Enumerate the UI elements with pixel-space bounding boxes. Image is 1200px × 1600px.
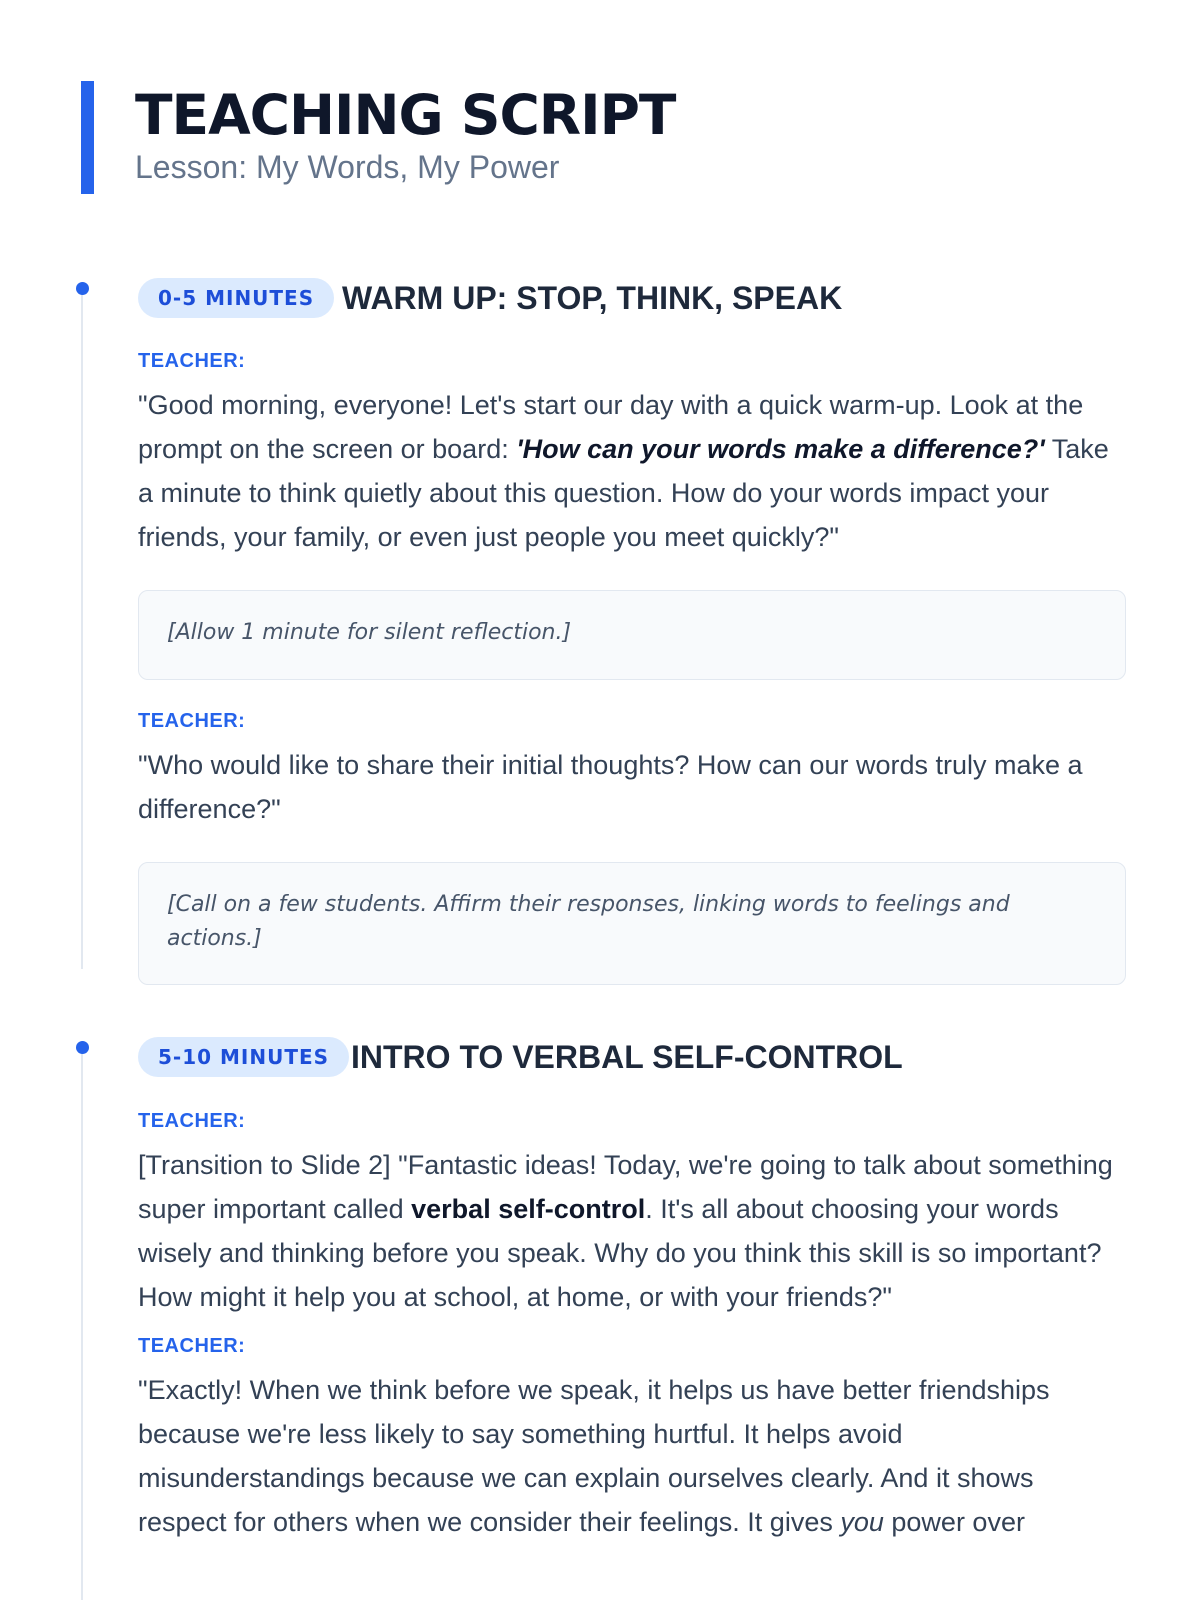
dialogue-text: Take a minute to think quietly about this question. How do your words impact your friends, your family, or even just people you meet quickly?"	[138, 434, 1109, 552]
document-header	[81, 81, 675, 194]
key-term: verbal self-control	[411, 1194, 646, 1224]
timeline-rail	[81, 287, 83, 969]
dialogue-text: . It's all about choosing your words wisely and thinking before you speak. Why do you think this skill is so important? How might it help you at school, at home, or with your friends?"	[138, 1194, 1102, 1312]
emphasized-word: you	[840, 1507, 884, 1537]
dialogue-text: power over	[883, 1507, 1025, 1537]
document-title: TEACHING SCRIPT	[135, 83, 676, 147]
speaker-label: TEACHER:	[138, 1110, 246, 1132]
teacher-dialogue	[138, 1368, 1126, 1544]
section-title: INTRO TO VERBAL SELF-CONTROL	[351, 1039, 903, 1075]
timeline-rail	[81, 1046, 83, 1600]
teacher-dialogue	[138, 1143, 1126, 1319]
stage-direction-note: [Allow 1 minute for silent reflection.]	[138, 590, 1126, 680]
section-title: WARM UP: STOP, THINK, SPEAK	[342, 280, 843, 316]
section-content	[138, 1108, 1126, 1544]
stage-direction-note: [Call on a few students. Affirm their responses, linking words to feelings and actions.]	[138, 862, 1126, 985]
dialogue-text: "Good morning, everyone! Let's start our day with a quick warm-up. Look at the prompt on the screen or board:	[138, 390, 1084, 464]
prompt-question: 'How can your words make a difference?'	[516, 434, 1045, 464]
time-badge: 0-5 MINUTES	[138, 278, 334, 318]
timeline-dot	[76, 1041, 89, 1054]
dialogue-text: [Transition to Slide 2] "Fantastic ideas! Today, we're going to talk about something super important called	[138, 1150, 1113, 1224]
time-badge: 5-10 MINUTES	[138, 1037, 349, 1077]
lesson-subtitle: Lesson: My Words, My Power	[135, 149, 560, 185]
speaker-label: TEACHER:	[138, 350, 246, 372]
dialogue-text: "Exactly! When we think before we speak, it helps us have better friendships because we're less likely to say something hurtful. It helps avoid misunderstandings because we can explain ourselves clearly. And it shows respect for others when we consider their feelings. It gives	[138, 1375, 1050, 1537]
speaker-label: TEACHER:	[138, 1335, 246, 1357]
section-content	[138, 348, 1126, 985]
teacher-dialogue: "Who would like to share their initial thoughts? How can our words truly make a difference?"	[138, 750, 1083, 824]
timeline-dot	[76, 282, 89, 295]
teacher-dialogue	[138, 383, 1126, 559]
speaker-label: TEACHER:	[138, 710, 246, 732]
